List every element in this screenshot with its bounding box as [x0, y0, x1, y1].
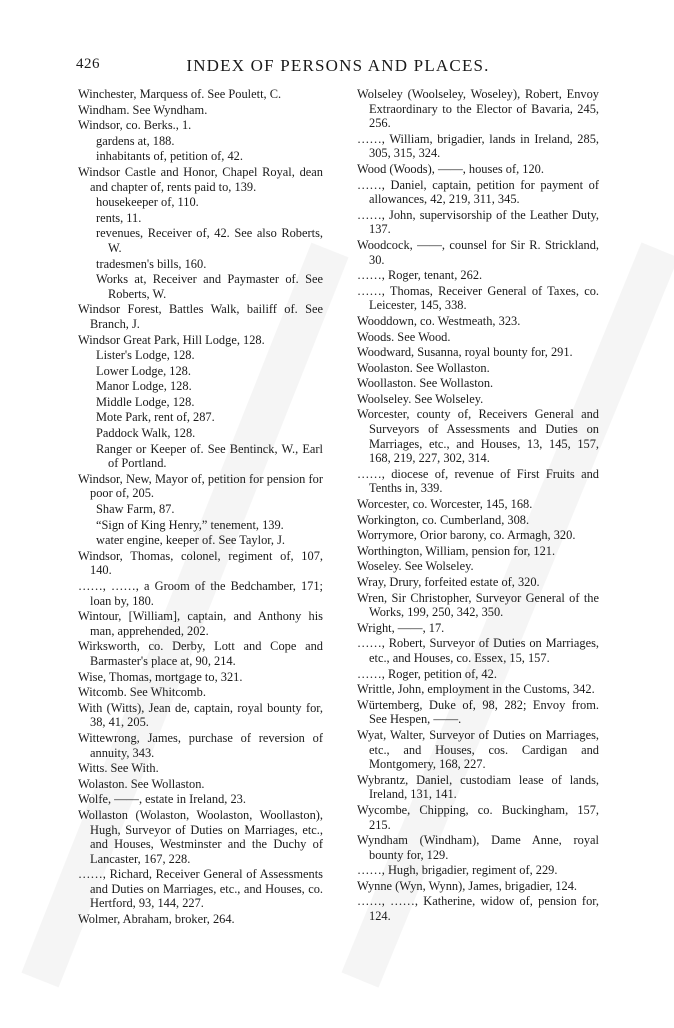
index-subentry: inhabitants of, petition of, 42.	[96, 149, 243, 164]
index-entry: Wise, Thomas, mortgage to, 321.	[78, 669, 243, 684]
index-entry: Winchester, Marquess of. See Poulett, C.	[78, 87, 282, 101]
index-entry: Witts. See With.	[78, 761, 159, 776]
index-entry: Windsor, New, Mayor of, petition for pension for poor of, 205.	[78, 471, 323, 501]
index-subentry: Paddock Walk, 128.	[96, 426, 196, 441]
index-entry: ……, Roger, tenant, 262.	[357, 268, 483, 283]
index-entry: Wynne (Wyn, Wynn), James, brigadier, 124.	[357, 878, 578, 893]
page-number: 426	[76, 56, 100, 72]
index-entry: Windsor, co. Berks., 1.	[78, 118, 192, 133]
index-subentry: tradesmen's bills, 160.	[96, 256, 207, 271]
index-entry: Writtle, John, employment in the Customs, 342.	[357, 682, 595, 697]
index-subentry: Mote Park, rent of, 287.	[96, 410, 215, 425]
index-entry: Wren, Sir Christopher, Surveyor General of the Works, 199, 250, 342, 350.	[357, 590, 599, 620]
index-subentry: water engine, keeper of. See Taylor, J.	[96, 533, 286, 548]
index-entry: Wooddown, co. Westmeath, 323.	[357, 313, 521, 328]
index-subentry: housekeeper of, 110.	[96, 195, 199, 210]
index-entry: Woollaston. See Wollaston.	[357, 376, 494, 391]
index-entry: Worcester, co. Worcester, 145, 168.	[357, 497, 533, 512]
index-subentry: Lister's Lodge, 128.	[96, 348, 195, 363]
index-entry: Windsor Castle and Honor, Chapel Royal, dean and chapter of, rents paid to, 139.	[78, 164, 323, 194]
index-entry: Woolseley. See Wolseley.	[357, 391, 484, 406]
index-entry: Worcester, county of, Receivers General and Surveyors of Assessments and Duties on Marriages, etc., and Houses, 13, 145, 157, 168, 219, 227, 302, 314.	[357, 407, 599, 466]
index-entry: Woodward, Susanna, royal bounty for, 291.	[357, 345, 573, 360]
index-entry: ……, ……, Katherine, widow of, pension for, 124.	[357, 894, 599, 924]
index-entry: Worthington, William, pension for, 121.	[357, 543, 556, 558]
index-entry: Wolseley (Woolseley, Woseley), Robert, Envoy Extraordinary to the Elector of Bavaria, 245, 256.	[357, 87, 599, 131]
index-entry: ……, Robert, Surveyor of Duties on Marriages, etc., and Houses, co. Essex, 15, 157.	[357, 636, 599, 665]
index-entry: Wright, ——, 17.	[357, 620, 445, 635]
index-entry: Worrymore, Orior barony, co. Armagh, 320.	[357, 528, 576, 543]
index-entry: Würtemberg, Duke of, 98, 282; Envoy from. See Hespen, ——.	[357, 697, 599, 727]
index-entry: ……, Roger, petition of, 42.	[357, 666, 497, 681]
index-entry: ……, John, supervisorship of the Leather Duty, 137.	[357, 207, 599, 237]
index-entry: Wycombe, Chipping, co. Buckingham, 157, 215.	[357, 802, 599, 832]
index-column-left	[78, 87, 323, 928]
index-subentry: rents, 11.	[96, 210, 142, 225]
index-entry: Wollaston (Wolaston, Woolaston, Woollaston), Hugh, Surveyor of Duties on Marriages, etc., and Houses, Westminster and the Duchy of Lancaster, 167, 228.	[78, 807, 323, 866]
index-subentry: “Sign of King Henry,” tenement, 139.	[96, 517, 284, 532]
index-subentry: Manor Lodge, 128.	[96, 379, 192, 394]
index-entry: ……, Daniel, captain, petition for payment of allowances, 42, 219, 311, 345.	[357, 177, 599, 207]
index-subentry: Ranger or Keeper of. See Bentinck, W., Earl of Portland.	[96, 441, 323, 471]
index-entry: Wood (Woods), ——, houses of, 120.	[357, 161, 544, 176]
index-entry: ……, Hugh, brigadier, regiment of, 229.	[357, 863, 558, 878]
index-entry: ……, ……, a Groom of the Bedchamber, 171; loan by, 180.	[78, 579, 323, 608]
index-entry: Woseley. See Wolseley.	[357, 559, 474, 574]
index-entry: Wittewrong, James, purchase of reversion of annuity, 343.	[78, 730, 323, 760]
index-subentry: gardens at, 188.	[96, 133, 175, 148]
index-entry: Wyndham (Windham), Dame Anne, royal bounty for, 129.	[357, 833, 599, 862]
index-subentry: Works at, Receiver and Paymaster of. See Roberts, W.	[96, 272, 323, 301]
index-entry: Wybrantz, Daniel, custodiam lease of lands, Ireland, 131, 141.	[357, 772, 599, 802]
index-entry: Wyat, Walter, Surveyor of Duties on Marriages, etc., and Houses, cos. Cardigan and Montgomery, 168, 227.	[357, 727, 599, 772]
running-title: INDEX OF PERSONS AND PLACES.	[186, 56, 490, 75]
index-entry: ……, diocese of, revenue of First Fruits and Tenths in, 339.	[357, 466, 599, 496]
index-entry: Wolmer, Abraham, broker, 264.	[78, 912, 235, 927]
index-entry: ……, William, brigadier, lands in Ireland, 285, 305, 315, 324.	[357, 131, 599, 161]
index-entry: ……, Richard, Receiver General of Assessments and Duties on Marriages, etc., and Houses, co. Hertford, 93, 144, 227.	[78, 867, 323, 911]
index-subentry: revenues, Receiver of, 42. See also Roberts, W.	[96, 226, 323, 255]
index-entry: ……, Thomas, Receiver General of Taxes, co. Leicester, 145, 338.	[357, 283, 599, 313]
index-entry: Wolaston. See Wollaston.	[78, 776, 205, 791]
index-entry: Woolaston. See Wollaston.	[357, 360, 490, 375]
index-entry: With (Witts), Jean de, captain, royal bounty for, 38, 41, 205.	[78, 700, 323, 730]
index-subentry: Middle Lodge, 128.	[96, 394, 195, 409]
index-entry: Woodcock, ——, counsel for Sir R. Strickland, 30.	[357, 237, 599, 267]
index-entry: Windsor, Thomas, colonel, regiment of, 107, 140.	[78, 548, 323, 578]
index-subentry: Lower Lodge, 128.	[96, 363, 191, 378]
page-header	[76, 56, 600, 80]
index-entry: Wray, Drury, forfeited estate of, 320.	[357, 575, 540, 589]
index-entry: Wirksworth, co. Derby, Lott and Cope and Barmaster's place at, 90, 214.	[78, 639, 323, 668]
index-entry: Windsor Great Park, Hill Lodge, 128.	[78, 332, 265, 347]
index-entry: Wintour, [William], captain, and Anthony his man, apprehended, 202.	[78, 609, 323, 638]
index-column-right	[357, 87, 599, 925]
index-entry: Witcomb. See Whitcomb.	[78, 685, 206, 700]
index-entry: Workington, co. Cumberland, 308.	[357, 512, 530, 527]
index-entry: Woods. See Wood.	[357, 329, 451, 344]
index-entry: Wolfe, ——, estate in Ireland, 23.	[78, 792, 246, 807]
index-subentry: Shaw Farm, 87.	[96, 502, 175, 517]
index-entry: Windsor Forest, Battles Walk, bailiff of. See Branch, J.	[78, 302, 323, 331]
index-entry: Windham. See Wyndham.	[78, 102, 208, 117]
